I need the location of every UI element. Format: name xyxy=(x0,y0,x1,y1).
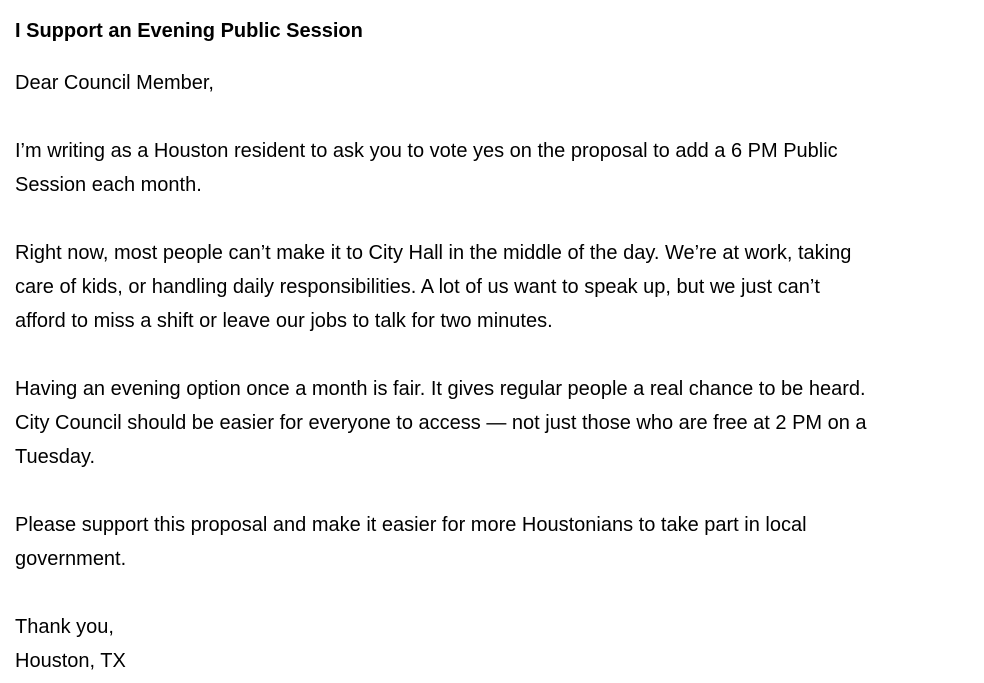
paragraph-line: Session each month. xyxy=(15,174,202,196)
paragraph-line: care of kids, or handling daily responsibilities. A lot of us want to speak up, but we just can’t xyxy=(15,276,820,298)
paragraph-line: government. xyxy=(15,548,127,570)
paragraph-2 xyxy=(15,236,969,338)
paragraph-4 xyxy=(15,508,969,576)
letter-title: I Support an Evening Public Session xyxy=(15,20,363,42)
signature-location: Houston, TX xyxy=(15,650,126,672)
paragraph-gap xyxy=(15,202,969,236)
paragraph-3 xyxy=(15,372,969,474)
paragraph-line: afford to miss a shift or leave our jobs to talk for two minutes. xyxy=(15,310,553,332)
paragraph-line: I’m writing as a Houston resident to ask you to vote yes on the proposal to add a 6 PM Public xyxy=(15,140,838,162)
paragraph-line: Right now, most people can’t make it to City Hall in the middle of the day. We’re at work, taking xyxy=(15,242,852,264)
paragraph-1 xyxy=(15,134,969,202)
paragraph-line: Tuesday. xyxy=(15,446,96,468)
salutation: Dear Council Member, xyxy=(15,72,214,94)
paragraph-line: Having an evening option once a month is fair. It gives regular people a real chance to be heard. xyxy=(15,378,866,400)
closing: Thank you, xyxy=(15,616,114,638)
paragraph-gap xyxy=(15,100,969,134)
paragraph-gap xyxy=(15,338,969,372)
paragraph-gap xyxy=(15,576,969,610)
paragraph-gap xyxy=(15,474,969,508)
paragraph-line: Please support this proposal and make it easier for more Houstonians to take part in local xyxy=(15,514,807,536)
paragraph-line: City Council should be easier for everyone to access — not just those who are free at 2 PM on a xyxy=(15,412,867,434)
